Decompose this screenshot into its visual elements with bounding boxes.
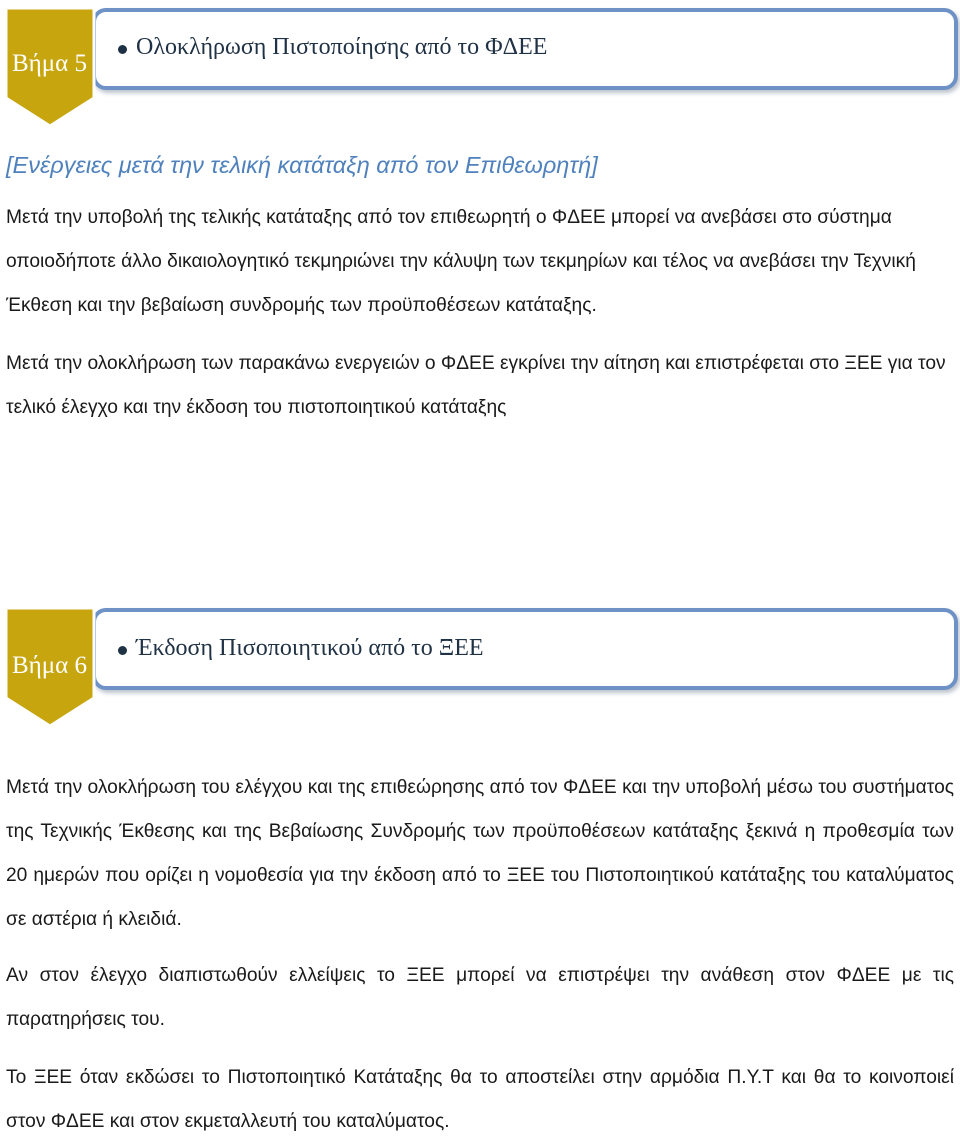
paragraph-step6-2: Αν στον έλεγχο διαπιστωθούν ελλείψεις το ΞΕΕ μπορεί να επιστρέψει την ανάθεση στον ΦΔΕΕ με τις παρατηρήσεις του. <box>6 965 954 1030</box>
step-5-label: Βήμα 5 <box>12 50 87 77</box>
bullet-icon <box>118 45 127 54</box>
step-6-banner <box>4 606 960 730</box>
step-6-title-box <box>92 608 958 690</box>
bullet-icon <box>118 646 127 655</box>
paragraph-step6-1: Μετά την ολοκλήρωση του ελέγχου και της επιθεώρησης από τον ΦΔΕΕ και την υποβολή μέσω του συστήματος της Τεχνικής Έκθεσης και της Βεβαίωσης Συνδρομής των προϋποθέσεων κατάταξης ξεκινά η προθεσμία των 20 ημερών που ορίζει η νομοθεσία για την έκδοση από το ΞΕΕ του Πιστοποιητικού κατάταξης του καταλύματος σε αστέρια ή κλειδιά. <box>6 777 954 930</box>
section-heading: [Ενέργειες μετά την τελική κατάταξη από τον Επιθεωρητή] <box>6 152 598 178</box>
paragraph-step6-3: Το ΞΕΕ όταν εκδώσει το Πιστοποιητικό Κατάταξης θα το αποστείλει στην αρμόδια Π.Υ.Τ και θα το κοινοποιεί στον ΦΔΕΕ και στον εκμεταλλευτή του καταλύματος. <box>6 1067 954 1132</box>
paragraph-step5-2: Μετά την ολοκλήρωση των παρακάνω ενεργειών ο ΦΔΕΕ εγκρίνει την αίτηση και επιστρέφεται στο ΞΕΕ για τον τελικό έλεγχο και την έκδοση του πιστοποιητικού κατάταξης <box>6 353 946 418</box>
step-5-title: Ολοκλήρωση Πιστοποίησης από το ΦΔΕΕ <box>136 34 548 60</box>
step-6-label: Βήμα 6 <box>12 652 87 679</box>
step-6-title: Έκδοση Πισοποιητικού από το ΞΕΕ <box>136 635 484 661</box>
paragraph-step5-1: Μετά την υποβολή της τελικής κατάταξης από τον επιθεωρητή ο ΦΔΕΕ μπορεί να ανεβάσει στο σύστημα οποιοδήποτε άλλο δικαιολογητικό τεκμηριώνει την κάλυψη των τεκμηρίων και τέλος να ανεβάσει την Τεχνική Έκθεση και την βεβαίωση συνδρομής των προϋποθέσεων κατάταξης. <box>6 207 916 316</box>
step-5-banner <box>4 6 960 126</box>
step-5-title-box <box>92 8 958 90</box>
